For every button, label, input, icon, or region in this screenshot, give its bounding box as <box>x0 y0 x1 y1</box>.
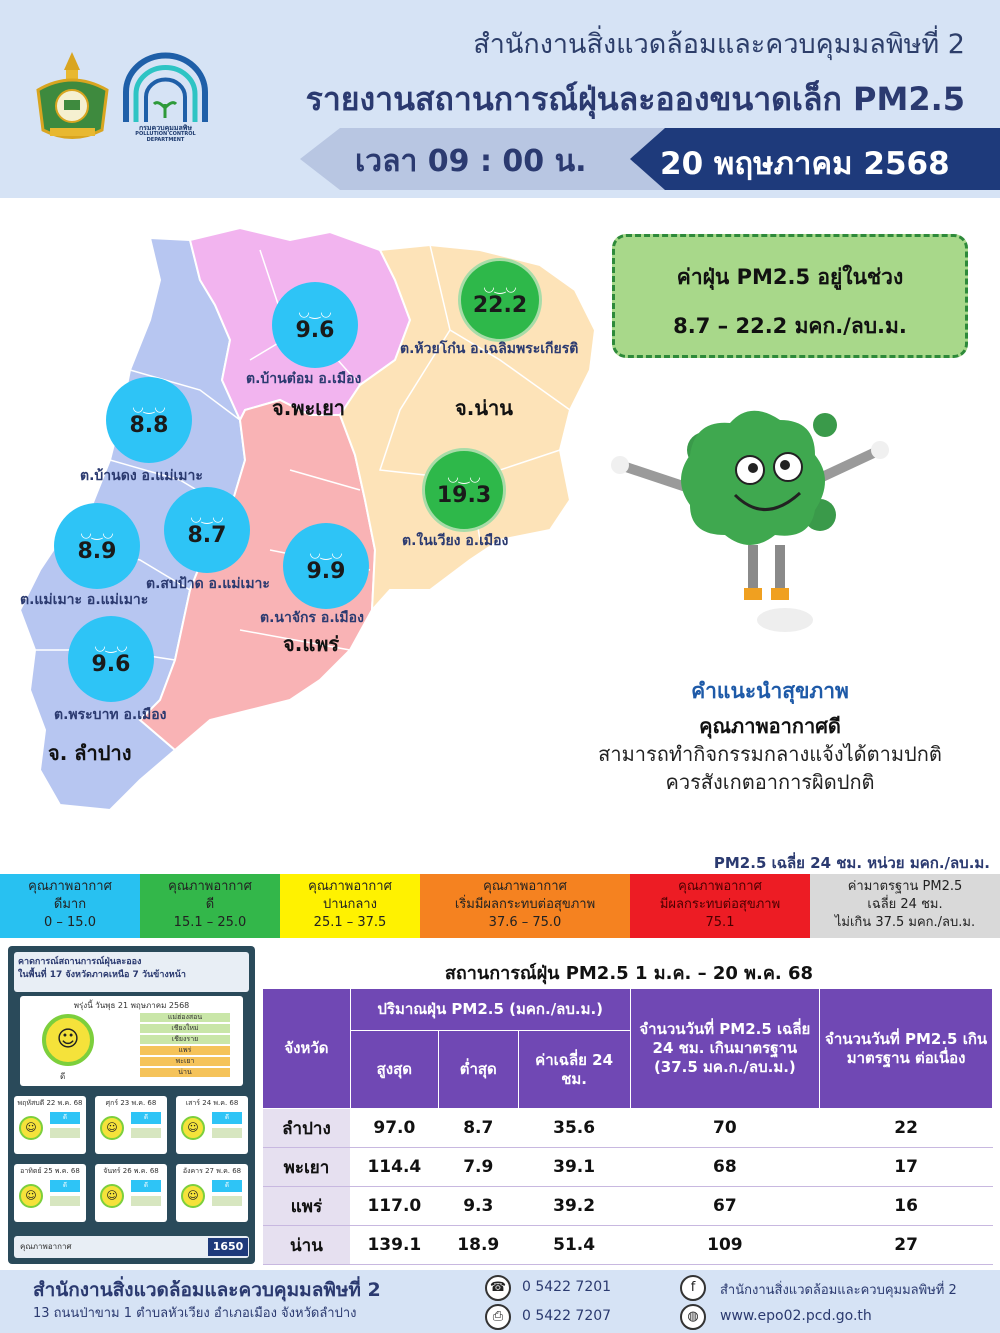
col-province: จังหวัด <box>263 989 351 1109</box>
station-ban-dong: ◡‿◡ 8.8 <box>106 377 192 463</box>
station-label: ต.แม่เมาะ อ.แม่เมาะ <box>20 592 149 608</box>
forecast-day: ศุกร์ 23 พ.ค. 68 ☺ ดี <box>95 1096 167 1154</box>
legend-unit-note: PM2.5 เฉลี่ย 24 ชม. หน่วย มคก./ลบ.ม. <box>713 854 990 872</box>
forecast-title: คาดการณ์สถานการณ์ฝุ่นละออง ในพื้นที่ 17 จังหวัดภาคเหนือ 7 วันข้างหน้า <box>14 952 249 992</box>
footer-fax[interactable]: 0 5422 7207 <box>522 1308 612 1324</box>
legend-item-starting-affect: คุณภาพอากาศ เริ่มมีผลกระทบต่อสุขภาพ 37.6 – 75.0 <box>420 874 630 938</box>
range-values: 8.7 – 22.2 มคก./ลบ.ม. <box>673 314 907 338</box>
fax-icon: ⎙ <box>485 1304 511 1330</box>
phone-icon: ☎ <box>485 1275 511 1301</box>
hotline-number: 1650 <box>208 1238 248 1256</box>
smile-face-icon: ◡‿◡ <box>190 510 224 526</box>
col-avg: ค่าเฉลี่ย 24 ชม. <box>518 1031 630 1109</box>
footer-phone[interactable]: 0 5422 7201 <box>522 1279 612 1295</box>
smile-face-icon: ◡‿◡ <box>132 400 166 416</box>
station-nai-wiang: ◡‿◡ 19.3 <box>422 448 506 532</box>
col-amount-group: ปริมาณฝุ่น PM2.5 (มคก./ลบ.ม.) <box>350 989 630 1031</box>
smile-face-icon: ☺ <box>100 1184 124 1208</box>
station-na-chak: ◡‿◡ 9.9 <box>283 523 369 609</box>
smile-face-icon: ☺ <box>181 1184 205 1208</box>
health-advice-quality: คุณภาพอากาศดี <box>699 714 841 738</box>
table-row: แพร่ 117.0 9.3 39.2 67 16 <box>263 1187 993 1226</box>
province-label-lampang: จ. ลำปาง <box>48 741 132 765</box>
station-label: ต.ในเวียง อ.เมือง <box>402 533 509 549</box>
aqi-legend <box>0 874 1000 938</box>
health-advice-title: คำแนะนำสุขภาพ <box>691 679 849 703</box>
station-label: ต.พระบาท อ.เมือง <box>54 707 167 723</box>
org-title: สำนักงานสิ่งแวดล้อมและควบคุมมลพิษที่ 2 <box>473 29 965 60</box>
smile-face-icon: ◡‿◡ <box>483 280 517 296</box>
smile-face-icon: ☺ <box>42 1014 94 1066</box>
facebook-icon: f <box>680 1275 706 1301</box>
footer-address: 13 ถนนป่าขาม 1 ตำบลหัวเวียง อำเภอเมือง จังหวัดลำปาง <box>33 1306 357 1321</box>
legend-item-unhealthy: คุณภาพอากาศ มีผลกระทบต่อสุขภาพ 75.1 <box>630 874 810 938</box>
smile-face-icon: ☺ <box>19 1184 43 1208</box>
forecast-day: อาทิตย์ 25 พ.ค. 68 ☺ ดี <box>14 1164 86 1222</box>
footer-facebook[interactable]: สำนักงานสิ่งแวดล้อมและควบคุมมลพิษที่ 2 <box>720 1283 957 1298</box>
province-label-phayao: จ.พะเยา <box>272 396 346 420</box>
smile-face-icon: ◡‿◡ <box>94 639 128 655</box>
footer-org-name: สำนักงานสิ่งแวดล้อมและควบคุมมลพิษที่ 2 <box>33 1279 381 1301</box>
col-max: สูงสุด <box>350 1031 438 1109</box>
range-title: ค่าฝุ่น PM2.5 อยู่ในช่วง <box>676 265 904 289</box>
stats-table-title: สถานการณ์ฝุ่น PM2.5 1 ม.ค. – 20 พ.ค. 68 <box>444 963 814 984</box>
report-title: รายงานสถานการณ์ฝุ่นละอองขนาดเล็ก PM2.5 <box>305 80 965 118</box>
forecast-day: พฤหัสบดี 22 พ.ค. 68 ☺ ดี <box>14 1096 86 1154</box>
station-label: ต.นาจักร อ.เมือง <box>260 610 364 626</box>
station-sop-pad: ◡‿◡ 8.7 <box>164 487 250 573</box>
report-time: เวลา 09 : 00 น. <box>355 144 587 179</box>
health-advice-line: สามารถทำกิจกรรมกลางแจ้งได้ตามปกติ <box>598 742 942 766</box>
pm25-range-box <box>612 234 968 358</box>
smile-face-icon: ◡‿◡ <box>447 470 481 486</box>
report-date: 20 พฤษภาคม 2568 <box>660 146 950 182</box>
station-mae-moh: ◡‿◡ 8.9 <box>54 503 140 589</box>
smile-face-icon: ◡‿◡ <box>309 546 343 562</box>
forecast-day: จันทร์ 26 พ.ค. 68 ☺ ดี <box>95 1164 167 1222</box>
legend-item-standard: ค่ามาตรฐาน PM2.5 เฉลี่ย 24 ชม. ไม่เกิน 37.5 มคก./ลบ.ม. <box>810 874 1000 938</box>
table-row: น่าน 139.1 18.9 51.4 109 27 <box>263 1226 993 1265</box>
col-days-consecutive: จำนวนวันที่ PM2.5 เกินมาตรฐาน ต่อเนื่อง <box>820 989 993 1109</box>
dust-mascot-illustration <box>610 395 890 645</box>
smile-face-icon: ◡‿◡ <box>80 526 114 542</box>
forecast-footer: คุณภาพอากาศ <box>14 1236 249 1258</box>
forecast-province-bars: แม่ฮ่องสอน เชียงใหม่ เชียงราย แพร่ พะเยา น่าน <box>140 1013 230 1079</box>
forecast-tomorrow: พรุ่งนี้ วันพุธ 21 พฤษภาคม 2568 ☺ ดี แม่ฮ่องสอน เชียงใหม่ เชียงราย แพร่ พะเยา น่าน <box>20 996 243 1086</box>
station-phra-bat: ◡‿◡ 9.6 <box>68 616 154 702</box>
province-label-nan: จ.น่าน <box>455 396 513 420</box>
station-label: ต.บ้านต๋อม อ.เมือง <box>246 371 362 387</box>
table-row: พะเยา 114.4 7.9 39.1 68 17 <box>263 1148 993 1187</box>
province-label-phrae: จ.แพร่ <box>283 632 340 656</box>
legend-item-good: คุณภาพอากาศ ดี 15.1 – 25.0 <box>140 874 280 938</box>
table-row: ลำปาง 97.0 8.7 35.6 70 22 <box>263 1109 993 1148</box>
forecast-day: เสาร์ 24 พ.ค. 68 ☺ ดี <box>176 1096 248 1154</box>
footer-website[interactable]: www.epo02.pcd.go.th <box>720 1308 872 1324</box>
office-emblem-logo <box>30 50 115 145</box>
station-ban-tom: ◡‿◡ 9.6 <box>272 282 358 368</box>
station-label: ต.บ้านดง อ.แม่เมาะ <box>80 468 203 484</box>
smile-face-icon: ◡‿◡ <box>298 305 332 321</box>
forecast-day: อังคาร 27 พ.ค. 68 ☺ ดี <box>176 1164 248 1222</box>
smile-face-icon: ☺ <box>100 1116 124 1140</box>
col-days-exceed: จำนวนวันที่ PM2.5 เฉลี่ย 24 ชม. เกินมาตรฐาน (37.5 มค.ก./ลบ.ม.) <box>630 989 820 1109</box>
smile-face-icon: ☺ <box>181 1116 205 1140</box>
station-huai-kon: ◡‿◡ 22.2 <box>458 258 542 342</box>
pcd-logo-text: กรมควบคุมมลพิษ POLLUTION CONTROL DEPARTMENT <box>135 124 196 143</box>
station-label: ต.สบป้าด อ.แม่เมาะ <box>146 576 270 592</box>
legend-item-very-good: คุณภาพอากาศ ดีมาก 0 – 15.0 <box>0 874 140 938</box>
health-advice-line: ควรสังเกตอาการผิดปกติ <box>665 770 875 794</box>
forecast-thumbnail <box>8 946 255 1264</box>
station-label: ต.ห้วยโก๋น อ.เฉลิมพระเกียรติ <box>400 341 579 357</box>
globe-icon: ◍ <box>680 1304 706 1330</box>
smile-face-icon: ☺ <box>19 1116 43 1140</box>
col-min: ต่ำสุด <box>438 1031 518 1109</box>
pm25-stats-table <box>262 988 993 1265</box>
legend-item-moderate: คุณภาพอากาศ ปานกลาง 25.1 – 37.5 <box>280 874 420 938</box>
